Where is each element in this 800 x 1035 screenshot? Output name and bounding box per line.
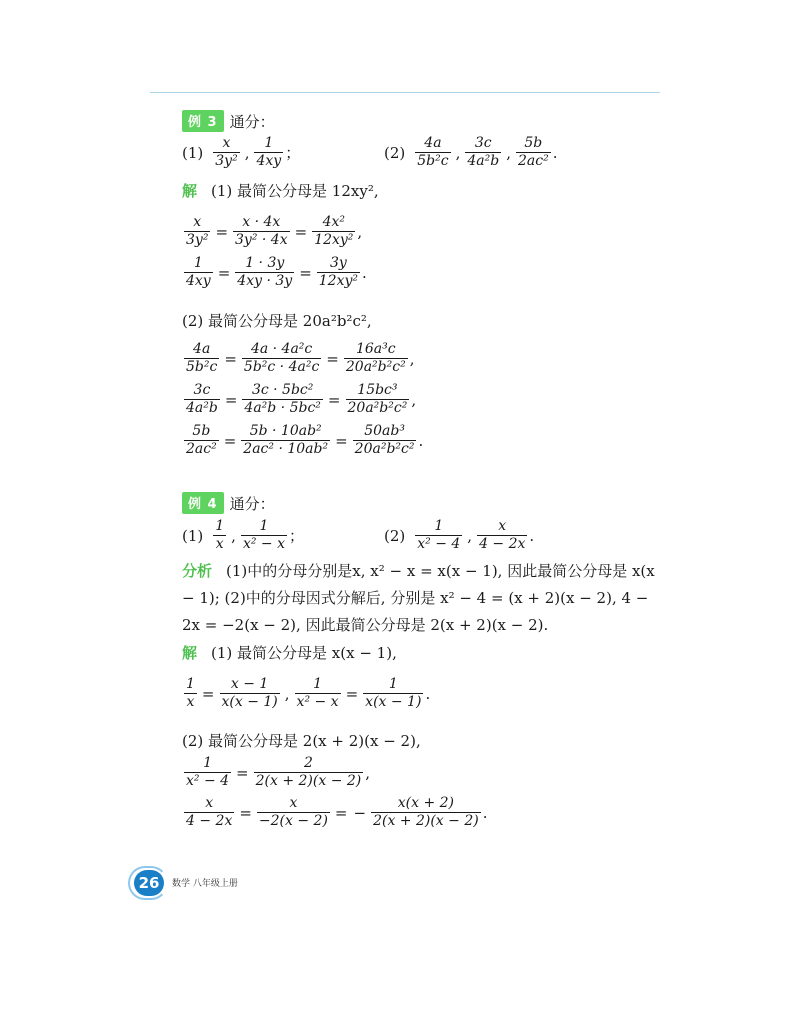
equation: $\frac{x}{\text{3y²}}$ = $\frac{x \cdot 4x}{\text{3y² · 4x}}$ = $\frac{\text{4x²}}{\text{12xy²}}$ ,: [186, 214, 363, 248]
fraction: $\frac{5b}{\text{2ac²}}$: [517, 135, 549, 169]
example-4-problem-1: (1) $\frac{1}{x}$ , $\frac{1}{\text{x² − x}}$ ；: [182, 518, 305, 552]
equation: $\frac{1}{x}$ = $\frac{x - 1}{x(x - 1)}$ , $\frac{1}{\text{x² − x}}$ = $\frac{1}{x(x - 1)}$ .: [186, 676, 431, 710]
example-4-problem-2: (2) $\frac{1}{\text{x² − 4}}$ , $\frac{x}{4 - 2x}$ .: [384, 518, 535, 552]
fraction: $\frac{3c}{\text{4a²b}}$: [467, 135, 500, 169]
fraction: $\frac{4a}{\text{5b²c}}$: [417, 135, 449, 169]
problem-label: (1): [182, 526, 204, 545]
equation: $\frac{1}{\text{x² − 4}}$ = $\frac{2}{2(x + 2)(x - 2)}$ ,: [186, 755, 371, 789]
example-3-problem-2: (2) $\frac{4a}{\text{5b²c}}$ , $\frac{3c}{\text{4a²b}}$ , $\frac{5b}{\text{2ac²}}$ .: [384, 135, 558, 169]
book-title: 数学 八年级上册: [172, 879, 238, 889]
example-3-solution-2-heading: (2) 最简公分母是 20a²b²c²,: [182, 312, 372, 330]
example-4-solution-2-heading: (2) 最简公分母是 2(x + 2)(x − 2),: [182, 732, 421, 750]
equation: $\frac{5b}{\text{2ac²}}$ = $\frac{\text{5b · 10ab²}}{\text{2ac² · 10ab²}}$ = $\frac{\text{50ab³}}{\text{20a²b²c²}}$ .: [186, 423, 424, 457]
fraction: $\frac{x}{\text{3y²}}$: [215, 135, 238, 169]
example-4-title: 通分：: [229, 494, 275, 513]
equation: $\frac{1}{4xy}$ = $\frac{1 \cdot 3y}{4xy \cdot 3y}$ = $\frac{3y}{\text{12xy²}}$ .: [186, 255, 367, 289]
example-4-heading: [182, 492, 275, 514]
equation: $\frac{x}{4 - 2x}$ = $\frac{x}{-2(x - 2)}$ = − $\frac{x(x + 2)}{2(x + 2)(x - 2)}$ .: [186, 795, 488, 829]
page-number: 26: [134, 870, 164, 896]
example-3-badge: 例 3: [182, 110, 224, 132]
problem-label: (2): [384, 143, 406, 162]
example-3-solution-1-heading: 解 (1) 最简公分母是 12xy²,: [182, 182, 379, 200]
solution-keyword: 解: [182, 182, 198, 200]
example-3-problem-1: (1) $\frac{x}{\text{3y²}}$ , $\frac{1}{4xy}$ ；: [182, 135, 301, 169]
problem-label: (2): [384, 526, 406, 545]
example-4-badge: 例 4: [182, 492, 224, 514]
example-3-heading: [182, 110, 275, 132]
equation: $\frac{4a}{\text{5b²c}}$ = $\frac{\text{4a · 4a²c}}{\text{5b²c · 4a²c}}$ = $\frac{\text{16a³c}}{\text{20a²b²c²}}$ ,: [186, 341, 415, 375]
analysis-keyword: 分析: [182, 562, 213, 580]
header-rule: [150, 92, 660, 93]
solution-keyword: 解: [182, 644, 198, 662]
problem-label: (1): [182, 143, 204, 162]
example-4-analysis: 分析 (1)中的分母分别是x, x² − x = x(x − 1), 因此最简公分母是 x(x − 1); (2)中的分母因式分解后, 分别是 x² − 4 = (x + 2)(x − 2), 4 − 2x = −2(x − 2), 因此最简公分母是 2(x + 2)(x − 2).: [182, 562, 655, 634]
example-3-title: 通分：: [229, 112, 275, 131]
equation: $\frac{3c}{\text{4a²b}}$ = $\frac{\text{3c · 5bc²}}{\text{4a²b · 5bc²}}$ = $\frac{\text{15bc³}}{\text{20a²b²c²}}$ ,: [186, 382, 417, 416]
fraction: $\frac{1}{4xy}$: [256, 135, 282, 169]
example-4-solution-1-heading: 解 (1) 最简公分母是 x(x − 1),: [182, 644, 397, 662]
